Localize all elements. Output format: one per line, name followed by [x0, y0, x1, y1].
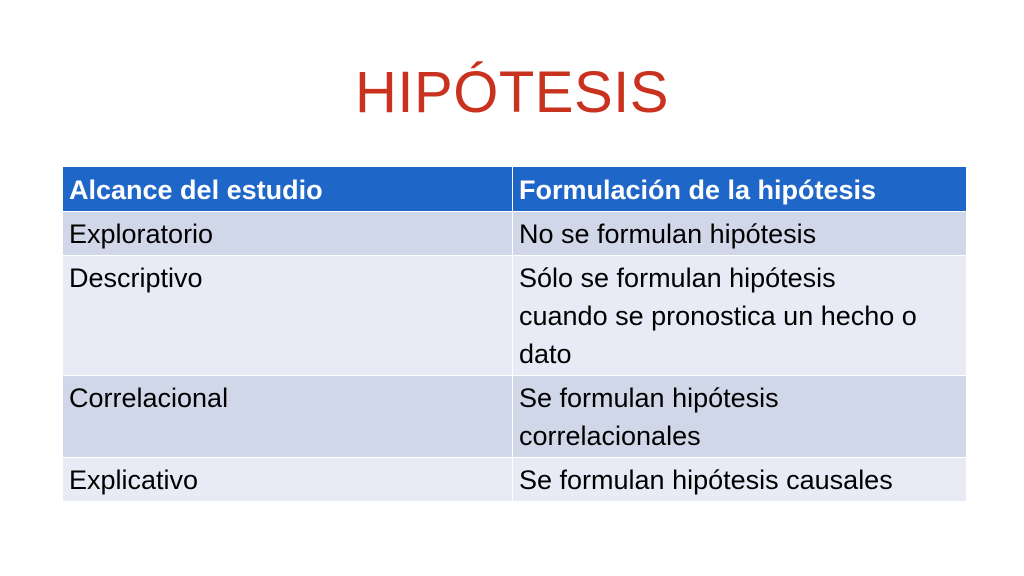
cell-formulacion: Se formulan hipótesis causales: [513, 458, 967, 502]
table-row: [63, 376, 967, 458]
cell-formulacion: No se formulan hipótesis: [513, 212, 967, 256]
table-row: [63, 256, 967, 376]
table-header-row: [63, 167, 967, 212]
slide-title: HIPÓTESIS: [355, 60, 669, 125]
cell-alcance: Exploratorio: [63, 212, 513, 256]
column-header-formulacion: Formulación de la hipótesis: [513, 167, 967, 212]
column-header-alcance: Alcance del estudio: [63, 167, 513, 212]
hypothesis-table: [62, 166, 967, 502]
cell-alcance: Correlacional: [63, 376, 513, 458]
cell-formulacion: Se formulan hipótesis correlacionales: [513, 376, 967, 458]
table-row: [63, 212, 967, 256]
cell-formulacion: Sólo se formulan hipótesis cuando se pronostica un hecho o dato: [513, 256, 967, 376]
table-row: [63, 458, 967, 502]
cell-alcance: Descriptivo: [63, 256, 513, 376]
cell-alcance: Explicativo: [63, 458, 513, 502]
